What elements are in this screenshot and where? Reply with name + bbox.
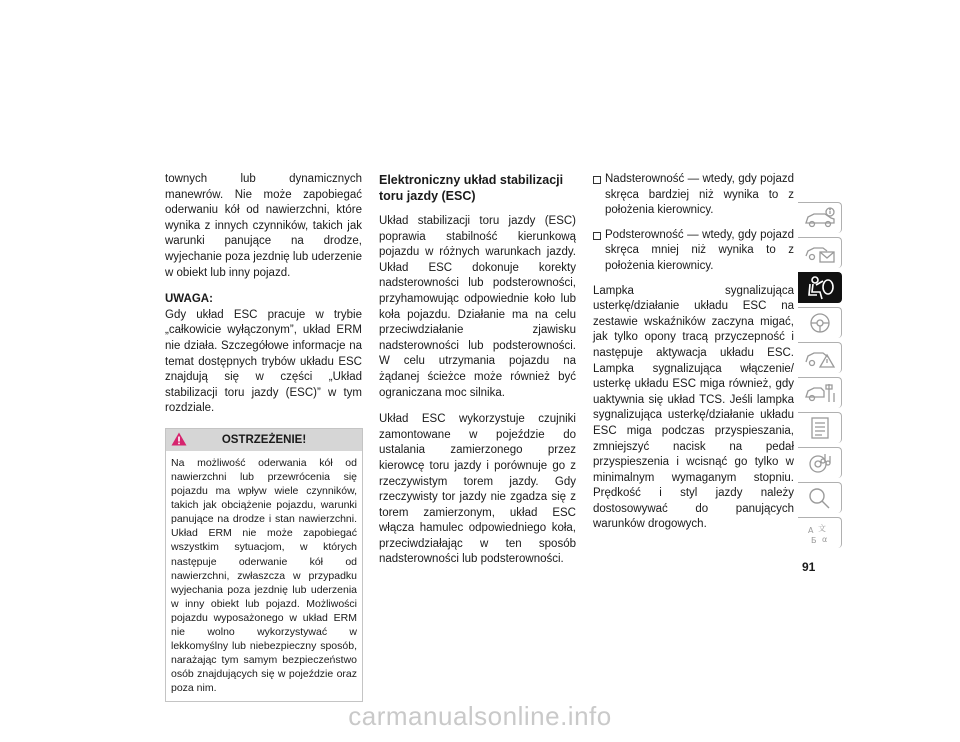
tab-steering-wheel[interactable] xyxy=(798,307,842,338)
note-text: Gdy układ ESC pracuje w trybie „całkowicie wyłączonym”, układ ERM nie działa. Szczegółowe informacje na temat dostępnych trybów układu ESC znajdują się w części „Układ stabilizacji toru jazdy (ESC)” w tym rozdziale. xyxy=(165,308,362,415)
watermark: carmanualsonline.info xyxy=(348,701,612,731)
column-left xyxy=(165,172,362,702)
list-item: Podsterowność — wtedy, gdy pojazd skręca mniej niż wynika to z położenia kierownicy. xyxy=(593,228,794,275)
car-service-icon xyxy=(803,381,837,405)
section-heading: Elektroniczny układ stabilizacji toru jazdy (ESC) xyxy=(379,173,564,203)
car-envelope-icon xyxy=(803,241,837,265)
column-right xyxy=(593,172,794,544)
tab-car-warning[interactable] xyxy=(798,342,842,373)
esc-paragraph-1: Układ stabilizacji toru jazdy (ESC) poprawia stabilność kierunkową pojazdu w różnych warunkach jazdy. Układ ESC dokonuje korekty nadsterowności lub podsterowności, przyhamowując odpowiednie koło lub koła pojazdu. Działanie ma na celu przeciwdziałanie zjawisku nadsterowności lub podsterowności. W celu utrzymania pojazdu na żądanej ścieżce może również być ograniczana moc silnika. xyxy=(379,215,576,399)
tab-checklist[interactable] xyxy=(798,412,842,443)
tab-music-settings[interactable] xyxy=(798,447,842,478)
airbag-seat-icon xyxy=(803,275,837,301)
esc-paragraph-2: Układ ESC wykorzystuje czujniki zamontowane w pojeździe do ustalania zamierzonego przez kierowcę toru jazdy i porównuje go z rzeczywistym torem jazdy. Gdy rzeczywisty tor jazdy nie zgadza się z torem zamierzonym, układ ESC włącza hamulec odpowiedniego koła, przeciwdziałając w ten sposób nadsterowności lub podsterowności. xyxy=(379,413,576,566)
checklist-icon xyxy=(803,416,837,440)
chapter-tabs xyxy=(798,202,842,552)
checkbox-bullet-icon xyxy=(593,176,601,184)
music-settings-icon xyxy=(803,451,837,475)
tab-car-service[interactable] xyxy=(798,377,842,408)
tab-airbag-seat[interactable] xyxy=(798,272,842,303)
note-title: UWAGA: xyxy=(165,293,213,306)
steering-wheel-icon xyxy=(803,311,837,335)
tab-car-info[interactable] xyxy=(798,202,842,233)
svg-text:文: 文 xyxy=(817,524,826,533)
lamp-paragraph: Lampka sygnalizująca usterkę/działanie układu ESC na zestawie wskaźników zaczyna migać, jak tylko opony tracą przyczepność i następuje aktywacja układu ESC. Lampka sygnalizująca włączenie/ usterkę układu ESC miga również, gdy uaktywnia się układ TCS. Jeśli lampka sygnalizująca usterkę/działanie układu ESC miga podczas przyspieszania, zmniejszyć nacisk na pedał przyspieszenia i wcisnąć go tylko w minimalnym wymaganym stopniu. Prędkość i styl jazdy należy dostosowywać do panujących warunków drogowych. xyxy=(593,284,794,531)
svg-text:Б: Б xyxy=(810,536,816,545)
car-warning-icon xyxy=(803,346,837,370)
warning-header xyxy=(166,429,362,451)
svg-text:α: α xyxy=(821,535,827,544)
magnifier-icon xyxy=(803,486,837,510)
tab-car-envelope[interactable] xyxy=(798,237,842,268)
tab-languages[interactable] xyxy=(798,517,842,548)
warning-title: OSTRZEŻENIE! xyxy=(221,433,307,446)
checkbox-bullet-icon xyxy=(593,232,601,240)
car-info-icon xyxy=(803,206,837,230)
svg-text:A: A xyxy=(807,526,813,535)
column-middle xyxy=(379,172,576,579)
definition-list xyxy=(593,172,794,275)
warning-triangle-icon xyxy=(171,432,187,454)
languages-icon xyxy=(803,521,837,545)
warning-body: Na możliwość oderwania kół od nawierzchni lub przewrócenia się pojazdu ma wpływ wiele czynników, takich jak obciążenie pojazdu, warunki panujące na drodze i stan nawierzchni. Układ ERM nie może zapobiegać wszystkim sytuacjom, w których następuje oderwanie kół od nawierzchni, zwłaszcza w przypadku wyjechania poza jezdnię lub uderzenia w inny obiekt lub pojazd. Możliwości pojazdu wyposażonego w układ ERM nie wolno wykorzystywać w lekkomyślny lub niebezpieczny sposób, narażając tym samym bezpieczeństwo osób znajdujących się w pojeździe oraz poza nim. xyxy=(171,456,357,695)
tab-magnifier[interactable] xyxy=(798,482,842,513)
intro-paragraph: townych lub dynamicznych manewrów. Nie może zapobiegać oderwaniu kół od nawierzchni, które wynika z innych czynników, takich jak warunki panujące na drodze, wyjechanie poza jezdnię lub uderzenie w obiekt lub inny pojazd. xyxy=(165,173,362,279)
warning-box xyxy=(165,428,363,702)
page-number: 91 xyxy=(802,560,816,574)
note-block xyxy=(165,292,362,417)
list-item: Nadsterowność — wtedy, gdy pojazd skręca bardziej niż wynika to z położenia kierownicy. xyxy=(593,172,794,219)
